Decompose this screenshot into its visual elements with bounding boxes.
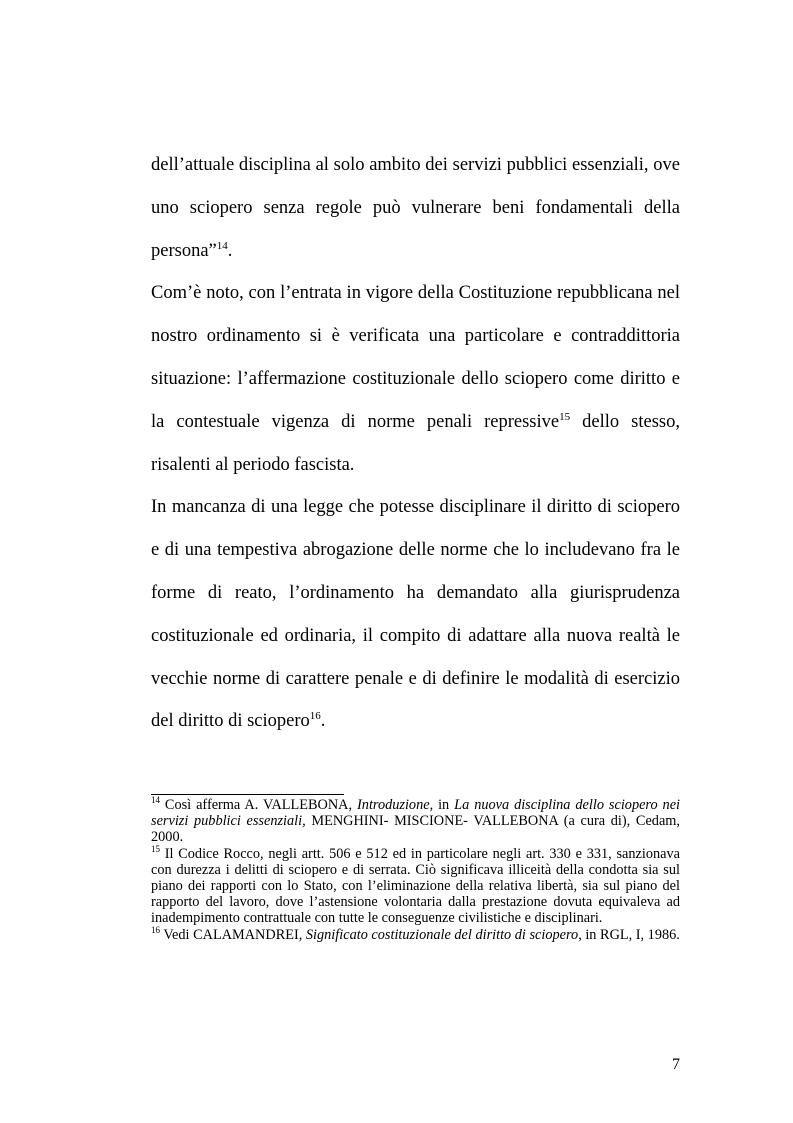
paragraph-2-text: Com’è noto, con l’entrata in vigore della Costituzione repubblicana nel nostro ordinamento si è verificata una particolare e contraddittoria situazione: l’affermazione costituzionale dello sciopero come diritto e la contestuale vigenza di norme penali repressive xyxy=(151,283,680,432)
footnote-text: , in xyxy=(429,797,455,813)
footnote-number: 14 xyxy=(151,795,160,806)
footnote-text: , in RGL, I, 1986. xyxy=(578,926,680,943)
paragraph-2 xyxy=(151,272,680,486)
paragraph-3-text: In mancanza di una legge che potesse disciplinare il diritto di sciopero e di una tempestiva abrogazione delle norme che lo includevano fra le forme di reato, l’ordinamento ha demandato alla giurisprudenza costituzionale ed ordinaria, il compito di adattare alla nuova realtà le vecchie norme di carattere penale e di definire le modalità di esercizio del diritto di sciopero xyxy=(151,497,680,732)
footnote-text: Così afferma A. VALLEBONA, xyxy=(160,797,358,813)
paragraph-1-text: dell’attuale disciplina al solo ambito dei servizi pubblici essenziali, ove uno sciopero senza regole può vulnerare beni fondamentali della persona” xyxy=(151,155,680,261)
paragraph-2-end: dello stesso, risalenti al periodo fascista. xyxy=(151,411,680,475)
footnote-separator xyxy=(151,794,344,795)
footnote-ref-16[interactable]: 16 xyxy=(309,710,321,723)
footnote-ref-14[interactable]: 14 xyxy=(216,239,228,252)
footnote-number: 15 xyxy=(151,843,160,854)
footnote-title: La nuova disciplina dello sciopero nei servizi pubblici essenziali, xyxy=(151,797,681,830)
page-number: 7 xyxy=(672,1056,680,1073)
footnote-title: Introduzione xyxy=(357,797,430,813)
footnote-15 xyxy=(151,843,680,927)
footnote-text: MENGHINI- MISCIONE- VALLEBONA (a cura di), Cedam, 2000. xyxy=(151,813,680,846)
paragraph-3 xyxy=(151,486,680,743)
footnote-number: 16 xyxy=(151,924,160,935)
footnote-text: Vedi CALAMANDREI, xyxy=(160,926,306,943)
paragraph-3-end: . xyxy=(320,711,326,732)
footnote-16 xyxy=(151,924,680,943)
footnotes xyxy=(151,797,680,943)
body-text xyxy=(151,144,680,743)
footnote-ref-15[interactable]: 15 xyxy=(559,410,571,423)
footnote-title: Significato costituzionale del diritto di sciopero xyxy=(305,926,579,943)
paragraph-1 xyxy=(151,144,680,272)
footnote-text: Il Codice Rocco, negli artt. 506 e 512 ed in particolare negli art. 330 e 331, sanzionava con durezza i delitti di sciopero e di serrata. Ciò significava illiceità della condotta sia sul piano dei rapporti con lo Stato, con l’eliminazione della relativa libertà, sia sul piano del rapporto del lavoro, dove l’astensione volontaria dalla prestazione dovuta equivaleva ad inadempimento contrattuale con tutte le conseguenze civilistiche e disciplinari. xyxy=(151,845,680,927)
paragraph-1-end: . xyxy=(227,240,233,261)
footnote-14 xyxy=(151,797,680,846)
